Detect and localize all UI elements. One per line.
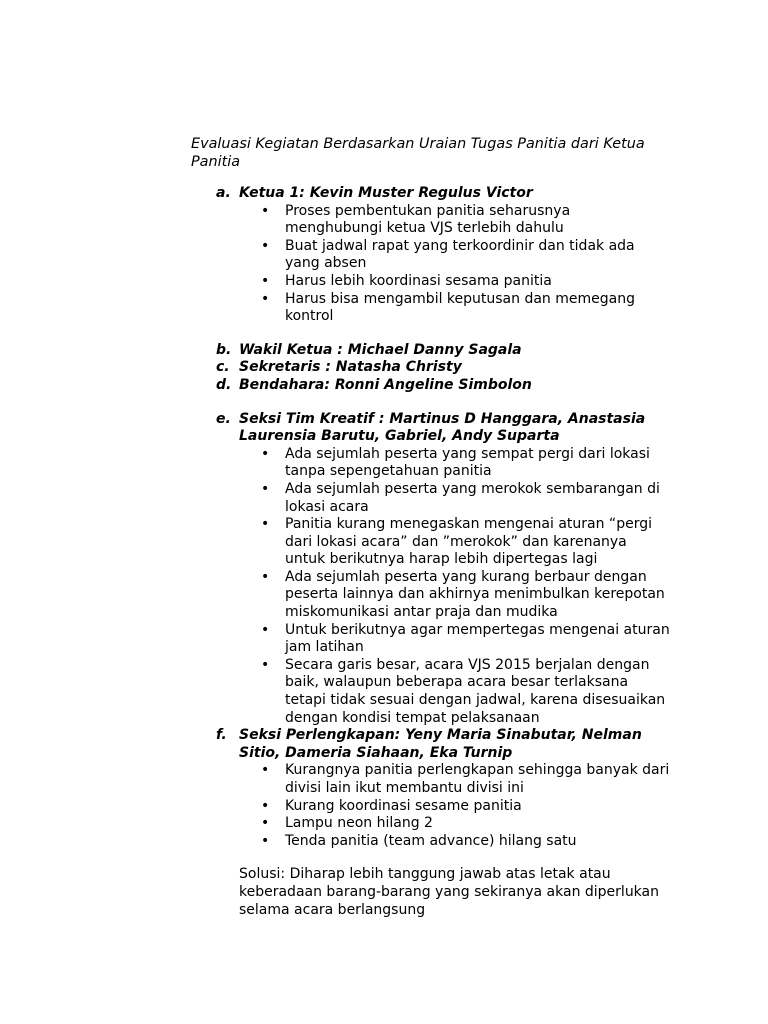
list-item: • Ada sejumlah peserta yang sempat pergi dari lokasi tanpa sepengetahuan panitia — [285, 446, 671, 481]
document-title: Evaluasi Kegiatan Berdasarkan Uraian Tugas Panitia dari Ketua Panitia — [191, 136, 645, 170]
section-wakil-ketua — [191, 342, 671, 360]
list-item: • Proses pembentukan panitia seharusnya menghubungi ketua VJS terlebih dahulu — [285, 203, 671, 238]
solution-paragraph: Solusi: Diharap lebih tanggung jawab atas letak atau keberadaan barang-barang yang sekiranya akan diperlukan selama acara berlangsung — [239, 866, 659, 918]
list-item: • Lampu neon hilang 2 — [285, 815, 671, 833]
list-item: • Harus bisa mengambil keputusan dan memegang kontrol — [285, 291, 671, 326]
section-heading: Seksi Tim Kreatif : Martinus D Hanggara, Anastasia Laurensia Barutu, Gabriel, Andy Suparta — [239, 410, 646, 445]
document-page — [191, 135, 671, 919]
section-tim-kreatif — [191, 411, 671, 728]
bullet-list — [239, 762, 671, 850]
section-heading: Wakil Ketua : Michael Danny Sagala — [239, 341, 522, 358]
section-ketua — [191, 185, 671, 326]
bullet-list — [239, 446, 671, 728]
section-bendahara — [191, 377, 671, 395]
spacer — [191, 395, 671, 411]
section-heading: Seksi Perlengkapan: Yeny Maria Sinabutar, Nelman Sitio, Dameria Siahaan, Eka Turnip — [239, 727, 642, 761]
bullet-list — [239, 203, 671, 326]
spacer — [191, 850, 671, 866]
section-perlengkapan — [191, 727, 671, 850]
section-marker: f. — [216, 727, 227, 744]
list-item: • Panitia kurang menegaskan mengenai aturan “pergi dari lokasi acara” dan ”merokok” dan karenanya untuk berikutnya harap lebih dipertegas lagi — [285, 516, 671, 569]
section-marker: b. — [216, 341, 232, 358]
list-item: • Ada sejumlah peserta yang kurang berbaur dengan peserta lainnya dan akhirnya menimbulkan kerepotan miskomunikasi antar praja dan mudika — [285, 569, 671, 622]
section-heading: Bendahara: Ronni Angeline Simbolon — [239, 376, 532, 393]
section-marker: e. — [216, 410, 231, 427]
section-marker: d. — [216, 376, 232, 393]
list-item: • Harus lebih koordinasi sesama panitia — [285, 273, 671, 291]
list-item: • Untuk berikutnya agar mempertegas mengenai aturan jam latihan — [285, 622, 671, 657]
section-sekretaris — [191, 359, 671, 377]
section-heading: Sekretaris : Natasha Christy — [239, 359, 462, 376]
list-item: • Tenda panitia (team advance) hilang satu — [285, 833, 671, 851]
list-item: • Secara garis besar, acara VJS 2015 berjalan dengan baik, walaupun beberapa acara besar terlaksana tetapi tidak sesuai dengan jadwal, karena disesuaikan dengan kondisi tempat pelaksanaan — [285, 657, 671, 727]
list-item: • Kurangnya panitia perlengkapan sehingga banyak dari divisi lain ikut membantu divisi ini — [285, 762, 671, 797]
list-item: • Ada sejumlah peserta yang merokok sembarangan di lokasi acara — [285, 481, 671, 516]
list-item: • Kurang koordinasi sesame panitia — [285, 798, 671, 816]
section-marker: a. — [216, 185, 231, 201]
list-item: • Buat jadwal rapat yang terkoordinir dan tidak ada yang absen — [285, 238, 671, 273]
spacer — [191, 326, 671, 342]
section-heading: Ketua 1: Kevin Muster Regulus Victor — [239, 185, 533, 201]
section-marker: c. — [216, 359, 230, 376]
